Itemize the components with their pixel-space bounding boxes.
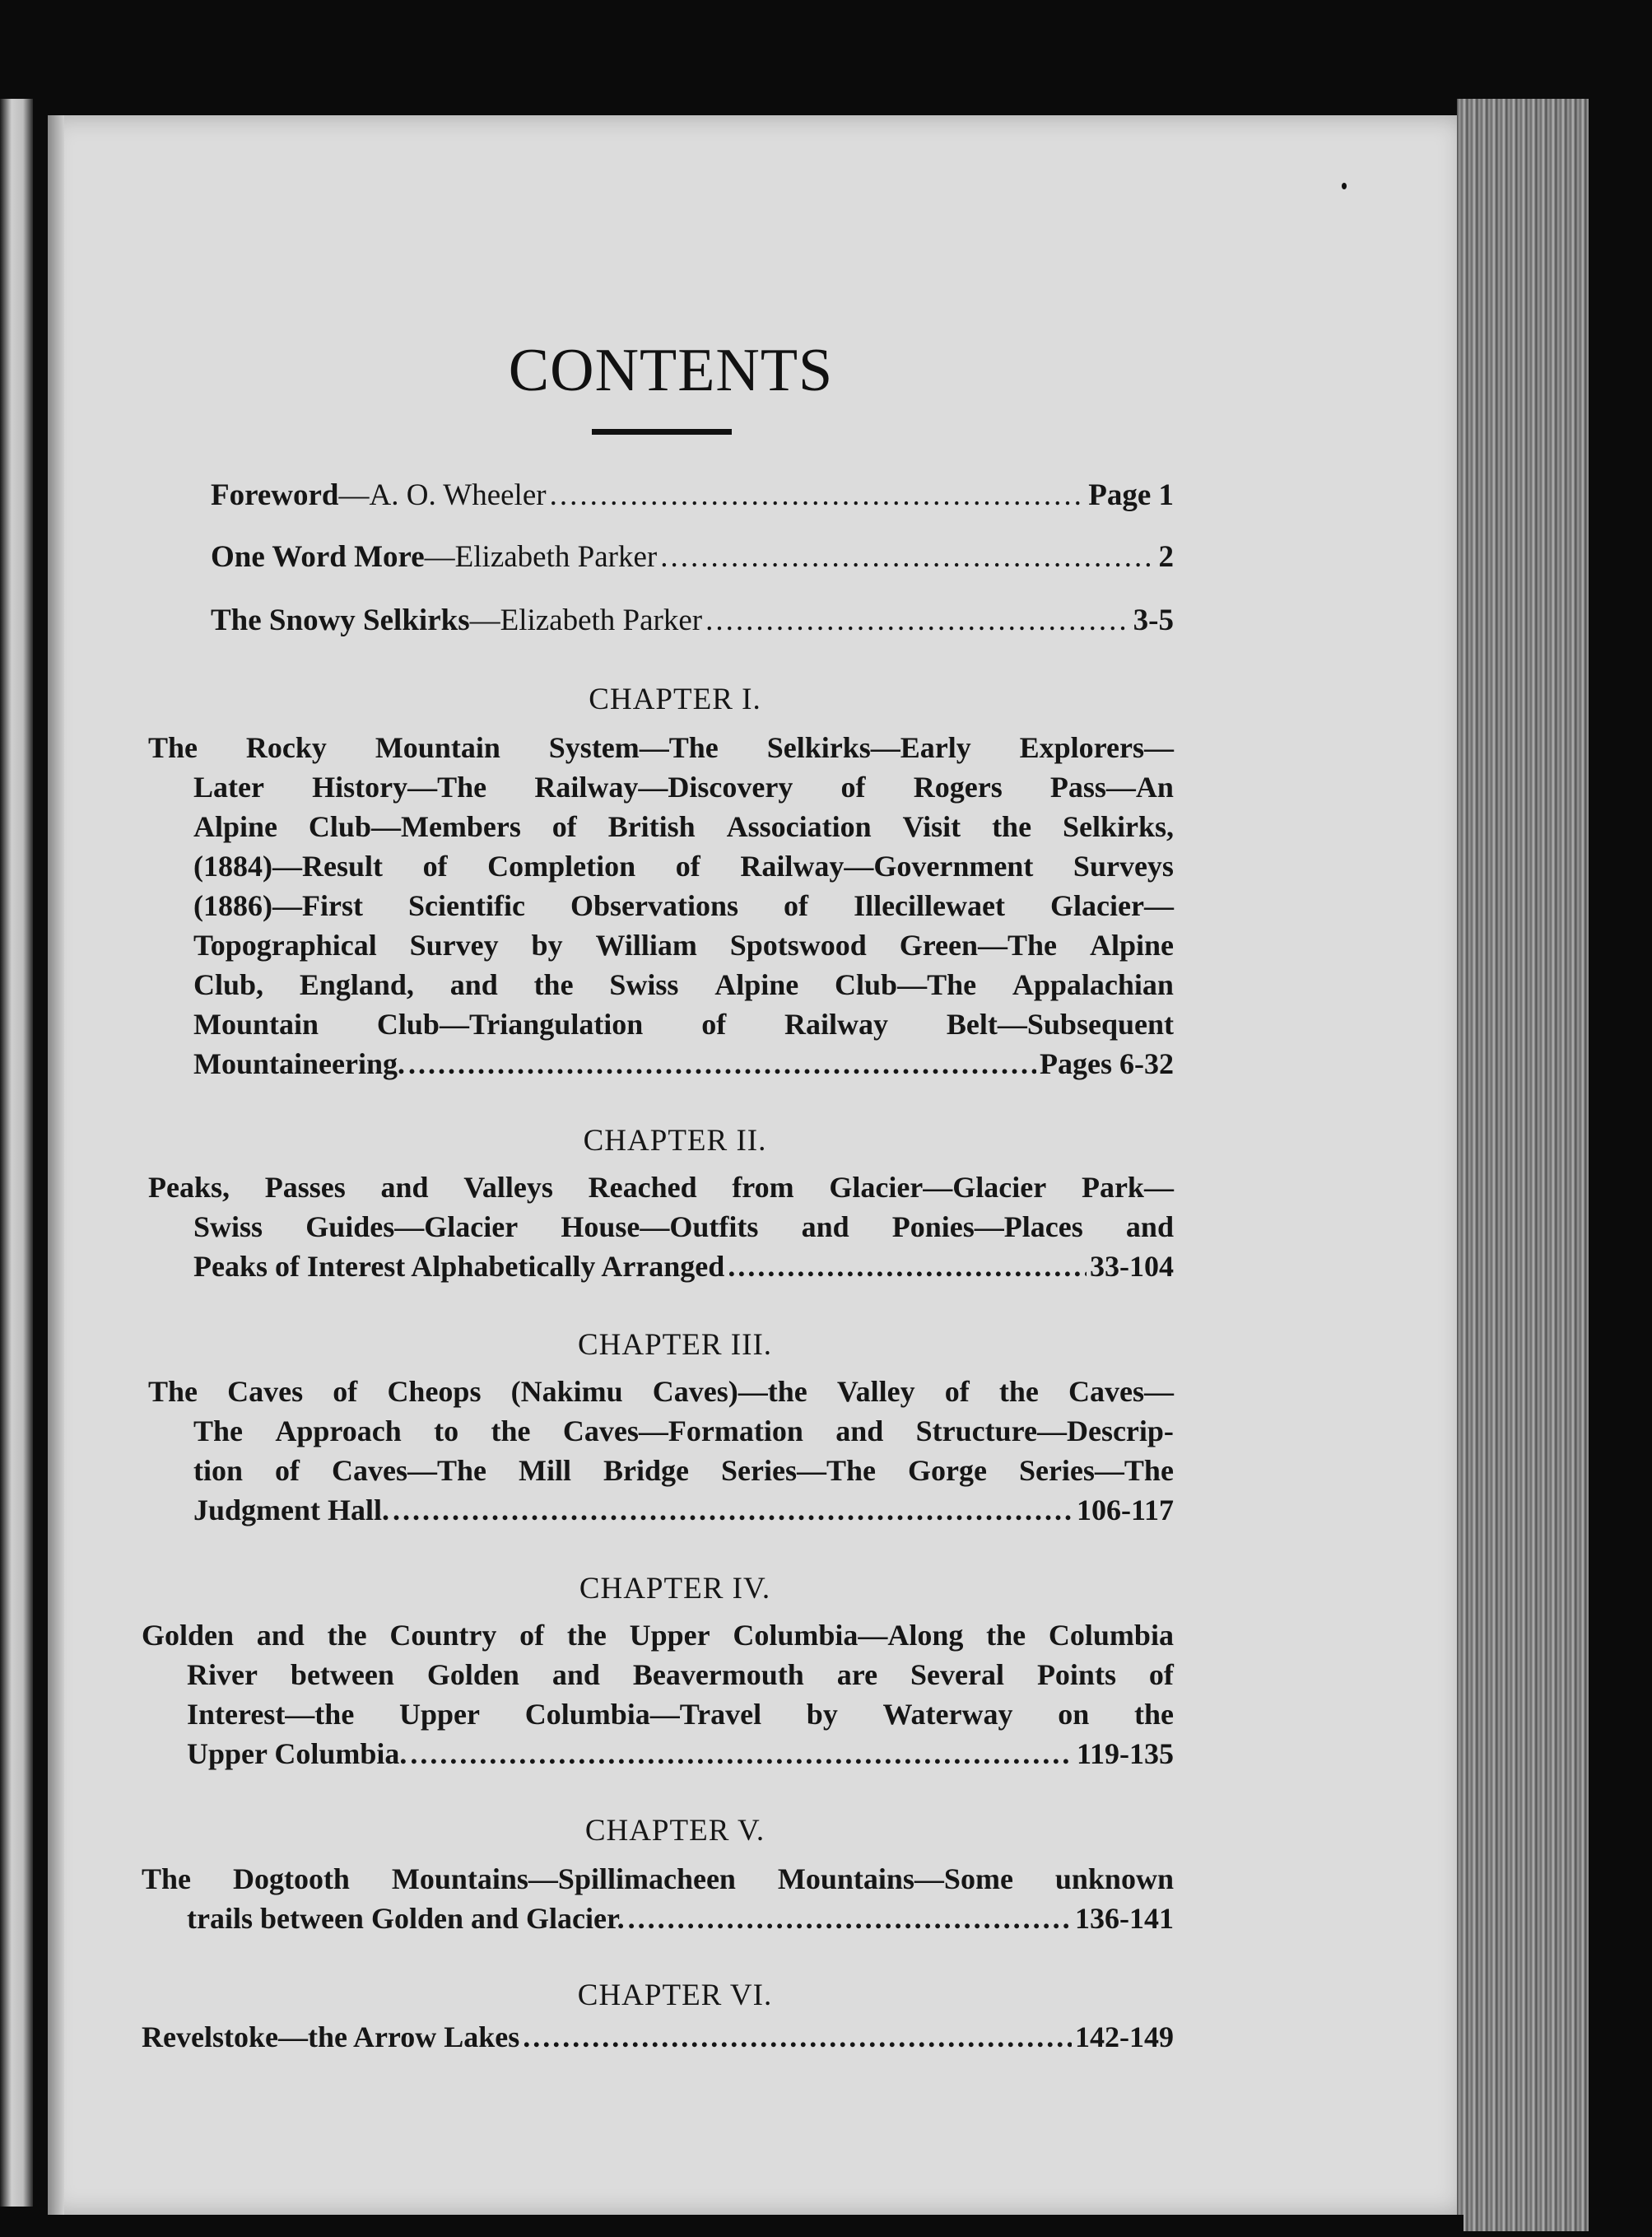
chapter-line bbox=[142, 1859, 1174, 1899]
title-rule bbox=[592, 429, 732, 435]
word: of bbox=[784, 889, 809, 922]
chapter-pages: Pages 6-32 bbox=[1040, 1047, 1174, 1080]
word: Club—Triangulation bbox=[376, 1008, 644, 1041]
word: The bbox=[142, 1862, 192, 1895]
chapter-line bbox=[148, 1411, 1174, 1451]
word: between bbox=[290, 1658, 394, 1691]
toc-entry-foreword bbox=[211, 478, 1174, 513]
word: Association bbox=[726, 810, 872, 843]
chapter-line: Revelstoke—the Arrow Lakes bbox=[142, 2020, 520, 2053]
word: Reached bbox=[588, 1171, 697, 1204]
word: Observations bbox=[570, 889, 738, 922]
word: Mountain bbox=[193, 1008, 319, 1041]
toc-entry-author: —A. O. Wheeler bbox=[338, 478, 547, 512]
word: Spotswood bbox=[729, 929, 867, 962]
dot-leader bbox=[523, 2017, 1072, 2057]
chapter-line bbox=[142, 1694, 1174, 1734]
toc-entry-page: 2 bbox=[1158, 540, 1174, 574]
chapter-line: Mountaineering. bbox=[193, 1047, 405, 1080]
word: Guides—Glacier bbox=[305, 1210, 519, 1243]
chapter-line: Peaks of Interest Alphabetically Arranged bbox=[193, 1250, 725, 1283]
toc-entry-title: Foreword bbox=[211, 478, 339, 512]
dot-leader bbox=[705, 603, 1130, 638]
word: by bbox=[806, 1698, 838, 1731]
word: Scientific bbox=[407, 889, 525, 922]
word: and bbox=[256, 1619, 305, 1652]
chapter-pages: 106-117 bbox=[1076, 1494, 1174, 1526]
word: Railway—Government bbox=[740, 850, 1034, 883]
word: Belt—Subsequent bbox=[946, 1008, 1174, 1041]
word: Upper bbox=[399, 1698, 481, 1731]
dot-leader bbox=[408, 1044, 1036, 1084]
word: the bbox=[1133, 1698, 1174, 1731]
word: Structure—Descrip- bbox=[915, 1414, 1174, 1447]
word: Caves—Formation bbox=[562, 1414, 803, 1447]
page-gutter bbox=[48, 115, 64, 2215]
word: Mill bbox=[519, 1454, 571, 1487]
word: of bbox=[944, 1375, 970, 1408]
word: Dogtooth bbox=[232, 1862, 350, 1895]
word: Mountain bbox=[375, 731, 500, 764]
toc-entry-page: Page 1 bbox=[1088, 478, 1174, 512]
word: Columbia—Travel bbox=[524, 1698, 762, 1731]
toc-entry-page: 3-5 bbox=[1133, 604, 1174, 637]
word: of bbox=[551, 810, 577, 843]
chapter-last-line bbox=[148, 1490, 1174, 1530]
word: of bbox=[519, 1619, 545, 1652]
chapter-heading: CHAPTER IV. bbox=[579, 1572, 771, 1606]
word: Alpine bbox=[714, 968, 799, 1001]
chapter-heading: CHAPTER V. bbox=[584, 1814, 766, 1848]
word: Selkirks, bbox=[1062, 810, 1174, 843]
word: Bridge bbox=[603, 1454, 689, 1487]
chapter-line bbox=[148, 807, 1174, 846]
word: The bbox=[148, 1375, 198, 1408]
word: to bbox=[434, 1414, 459, 1447]
word: Railway bbox=[784, 1008, 889, 1041]
chapter-description bbox=[148, 1372, 1174, 1530]
bottom-shadow bbox=[48, 2215, 1464, 2237]
word: the bbox=[998, 1375, 1039, 1408]
chapter-pages: 142-149 bbox=[1075, 2020, 1174, 2053]
chapter-line bbox=[148, 886, 1174, 925]
toc-entry-author: —Elizabeth Parker bbox=[469, 604, 703, 637]
chapter-line bbox=[148, 1167, 1174, 1207]
chapter-line bbox=[148, 965, 1174, 1004]
word: Mountains—Some bbox=[777, 1862, 1013, 1895]
word: Visit bbox=[902, 810, 961, 843]
word: and bbox=[449, 968, 498, 1001]
chapter-pages: 136-141 bbox=[1075, 1902, 1174, 1935]
word: Golden bbox=[142, 1619, 235, 1652]
word: and bbox=[1125, 1210, 1174, 1243]
ink-speck bbox=[1342, 183, 1347, 189]
toc-entry-one-word-more bbox=[211, 539, 1174, 575]
word: Explorers— bbox=[1019, 731, 1174, 764]
word: System—The bbox=[548, 731, 719, 764]
word: Club, bbox=[193, 968, 264, 1001]
word: Appalachian bbox=[1012, 968, 1174, 1001]
chapter-line bbox=[148, 767, 1174, 807]
word: The bbox=[148, 731, 198, 764]
chapter-line bbox=[142, 1655, 1174, 1694]
word: Ponies—Places bbox=[891, 1210, 1083, 1243]
word: Alpine bbox=[193, 810, 278, 843]
word: River bbox=[187, 1658, 258, 1691]
toc-entry-author: —Elizabeth Parker bbox=[424, 540, 658, 574]
word: Caves)—the bbox=[652, 1375, 807, 1408]
dot-leader bbox=[728, 1247, 1087, 1286]
word: House—Outfits bbox=[561, 1210, 759, 1243]
word: the bbox=[491, 1414, 531, 1447]
dot-leader bbox=[550, 478, 1086, 513]
chapter-last-line bbox=[148, 1044, 1174, 1084]
chapter-line bbox=[148, 846, 1174, 886]
chapter-line bbox=[148, 1004, 1174, 1044]
book-page-edges bbox=[1457, 99, 1622, 2231]
word: Approach bbox=[275, 1414, 402, 1447]
chapter-heading: CHAPTER VI. bbox=[577, 1978, 773, 2012]
chapter-line bbox=[148, 925, 1174, 965]
word: Passes bbox=[264, 1171, 346, 1204]
word: Rocky bbox=[245, 731, 327, 764]
word: Alpine bbox=[1089, 929, 1174, 962]
word: Points bbox=[1036, 1658, 1116, 1691]
toc-entry-snowy-selkirks bbox=[211, 603, 1174, 638]
word: (Nakimu bbox=[510, 1375, 623, 1408]
word: Several bbox=[910, 1658, 1004, 1691]
word: of bbox=[675, 850, 700, 883]
word: Later bbox=[193, 771, 264, 804]
word: Park— bbox=[1081, 1171, 1174, 1204]
word: Peaks, bbox=[148, 1171, 230, 1204]
word: the bbox=[986, 1619, 1026, 1652]
word: by bbox=[531, 929, 563, 962]
word: Golden bbox=[426, 1658, 519, 1691]
word: of bbox=[840, 771, 866, 804]
word: of bbox=[275, 1454, 300, 1487]
dot-leader bbox=[660, 539, 1155, 575]
word: Club—Members bbox=[308, 810, 521, 843]
word: Columbia—Along bbox=[733, 1619, 964, 1652]
word: Upper bbox=[629, 1619, 710, 1652]
chapter-description bbox=[142, 1615, 1174, 1773]
chapter-last-line bbox=[148, 1247, 1174, 1286]
word: Illecillewaet bbox=[854, 889, 1005, 922]
word: the bbox=[566, 1619, 607, 1652]
word: Interest—the bbox=[187, 1698, 355, 1731]
word: Railway—Discovery bbox=[534, 771, 793, 804]
word: Mountains—Spillimacheen bbox=[391, 1862, 736, 1895]
word: unknown bbox=[1054, 1862, 1174, 1895]
word: Series—The bbox=[1018, 1454, 1174, 1487]
word: are bbox=[836, 1658, 878, 1691]
word: and bbox=[380, 1171, 429, 1204]
word: Valleys bbox=[463, 1171, 553, 1204]
chapter-line: trails between Golden and Glacier. bbox=[187, 1902, 625, 1935]
word: William bbox=[595, 929, 697, 962]
word: History—The bbox=[312, 771, 487, 804]
chapter-line bbox=[148, 1372, 1174, 1411]
chapter-heading: CHAPTER II. bbox=[583, 1124, 767, 1158]
word: of bbox=[333, 1375, 358, 1408]
chapter-line: Upper Columbia. bbox=[187, 1737, 407, 1770]
word: Glacier—Glacier bbox=[829, 1171, 1047, 1204]
word: Survey bbox=[409, 929, 499, 962]
page-title: CONTENTS bbox=[508, 337, 834, 404]
word: Topographical bbox=[193, 929, 377, 962]
word: Swiss bbox=[609, 968, 679, 1001]
word: Completion bbox=[487, 850, 636, 883]
word: the bbox=[327, 1619, 367, 1652]
word: the bbox=[992, 810, 1032, 843]
toc-entry-title: The Snowy Selkirks bbox=[211, 604, 470, 637]
word: Pass—An bbox=[1049, 771, 1174, 804]
chapter-pages: 33-104 bbox=[1090, 1250, 1174, 1283]
word: and bbox=[835, 1414, 884, 1447]
dot-leader bbox=[410, 1734, 1073, 1773]
chapter-line: Judgment Hall. bbox=[193, 1494, 390, 1526]
word: Caves—The bbox=[332, 1454, 487, 1487]
word: Green—The bbox=[899, 929, 1058, 962]
word: of bbox=[422, 850, 448, 883]
word: (1886)—First bbox=[193, 889, 363, 922]
word: the bbox=[533, 968, 574, 1001]
word: Club—The bbox=[835, 968, 977, 1001]
word: Series—The bbox=[721, 1454, 876, 1487]
word: of bbox=[1148, 1658, 1174, 1691]
chapter-description bbox=[148, 1167, 1174, 1286]
word: Columbia bbox=[1048, 1619, 1174, 1652]
word: Beavermouth bbox=[632, 1658, 804, 1691]
word: Selkirks—Early bbox=[766, 731, 971, 764]
chapter-description bbox=[148, 728, 1174, 1084]
chapter-pages: 119-135 bbox=[1076, 1737, 1174, 1770]
chapter-heading: CHAPTER I. bbox=[589, 683, 761, 716]
word: Rogers bbox=[913, 771, 1003, 804]
chapter-description bbox=[142, 2017, 1174, 2057]
word: Swiss bbox=[193, 1210, 263, 1243]
word: of bbox=[701, 1008, 727, 1041]
word: and bbox=[801, 1210, 849, 1243]
word: Country bbox=[389, 1619, 497, 1652]
chapter-heading: CHAPTER III. bbox=[577, 1328, 773, 1362]
toc-entry-title: One Word More bbox=[211, 540, 425, 574]
word: on bbox=[1058, 1698, 1090, 1731]
chapter-description bbox=[142, 1859, 1174, 1938]
word: British bbox=[607, 810, 696, 843]
dot-leader bbox=[393, 1490, 1073, 1530]
word: Surveys bbox=[1073, 850, 1174, 883]
dot-leader bbox=[628, 1899, 1072, 1938]
word: Cheops bbox=[387, 1375, 482, 1408]
chapter-last-line bbox=[142, 2017, 1174, 2057]
word: (1884)—Result bbox=[193, 850, 383, 883]
chapter-line bbox=[148, 728, 1174, 767]
chapter-last-line bbox=[142, 1734, 1174, 1773]
chapter-line bbox=[142, 1615, 1174, 1655]
word: Caves— bbox=[1068, 1375, 1174, 1408]
word: Valley bbox=[836, 1375, 915, 1408]
word: Waterway bbox=[882, 1698, 1013, 1731]
word: Glacier— bbox=[1050, 889, 1174, 922]
word: The bbox=[193, 1414, 244, 1447]
chapter-line bbox=[148, 1207, 1174, 1247]
word: from bbox=[732, 1171, 794, 1204]
chapter-line bbox=[148, 1451, 1174, 1490]
chapter-last-line bbox=[142, 1899, 1174, 1938]
word: tion bbox=[193, 1454, 244, 1487]
word: Gorge bbox=[907, 1454, 987, 1487]
word: England, bbox=[299, 968, 414, 1001]
word: Caves bbox=[227, 1375, 304, 1408]
word: and bbox=[551, 1658, 600, 1691]
